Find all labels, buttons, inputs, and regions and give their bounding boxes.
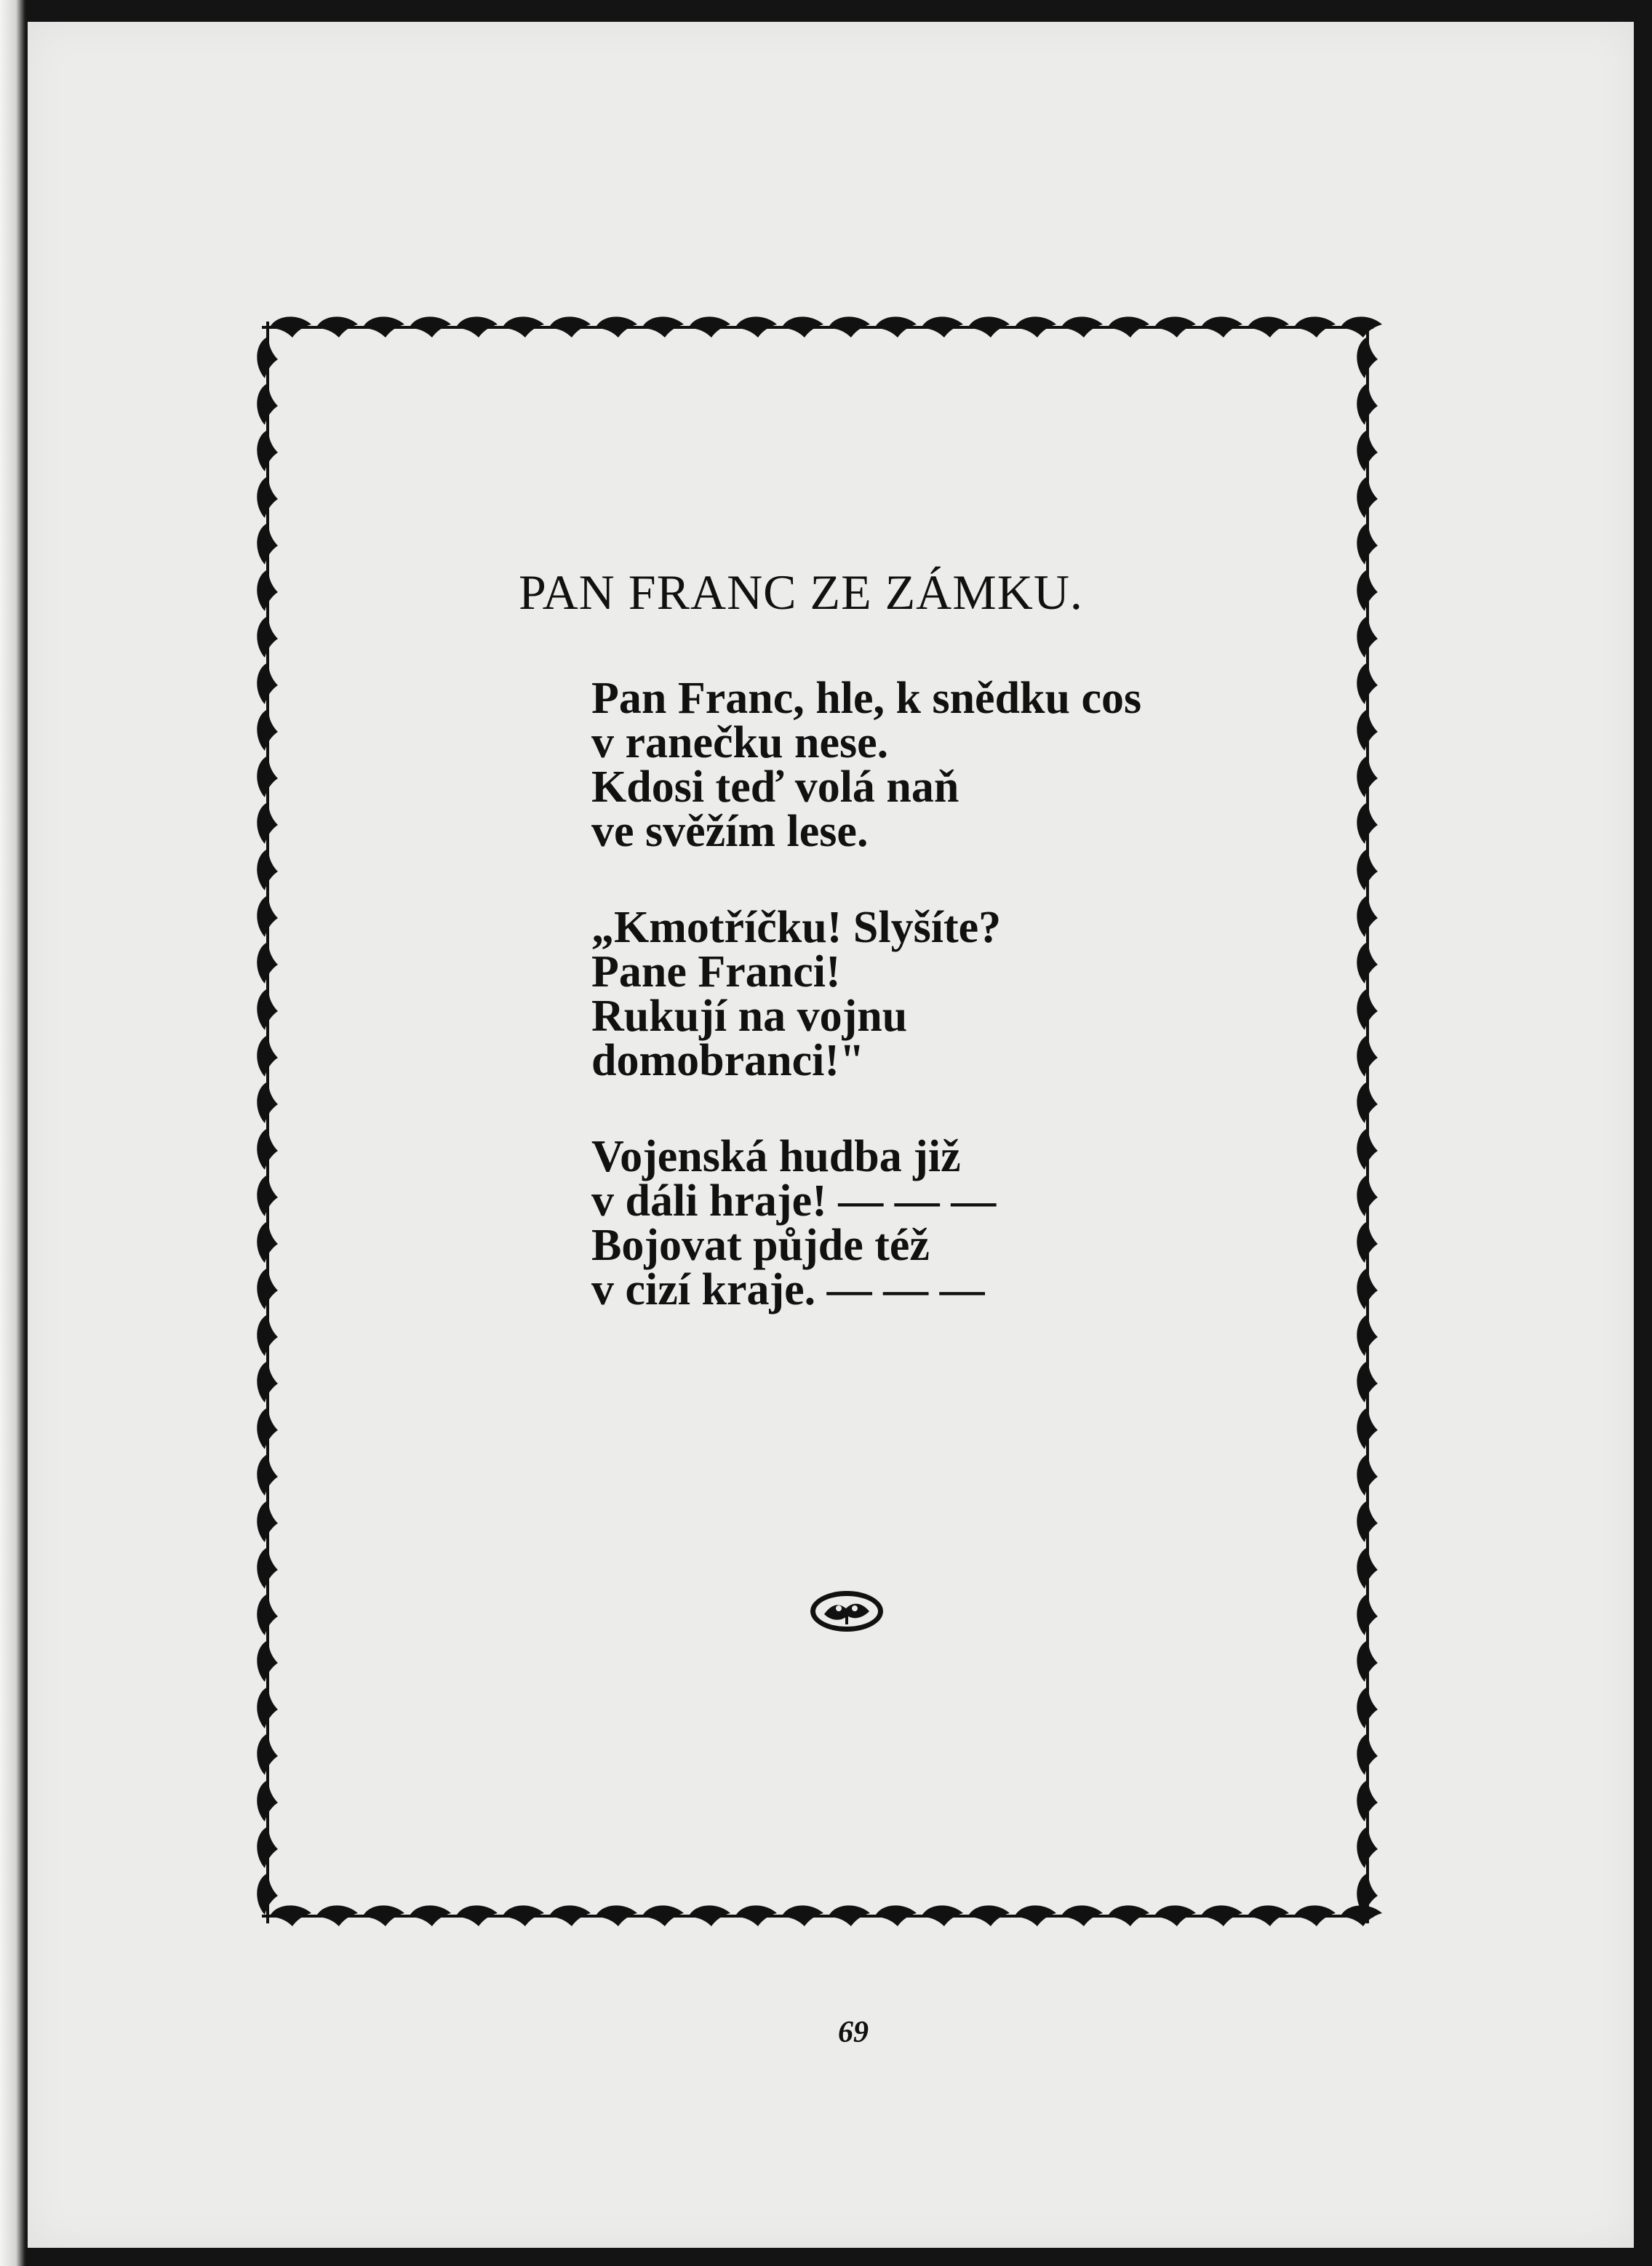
poem-line: Vojenská hudba již (591, 1132, 961, 1181)
stanza (591, 674, 1142, 856)
poem-body (591, 674, 1142, 1364)
flower-vignette-icon (807, 1588, 887, 1635)
poem-line: Pane Franci! (591, 947, 841, 997)
poem-line: ve svěžím lese. (591, 807, 869, 856)
book-page (28, 22, 1634, 2248)
stanza (591, 1132, 1141, 1314)
poem-line: Bojovat půjde též (591, 1221, 930, 1270)
poem-line: Kdosi teď volá naň (591, 762, 959, 812)
page-number: 69 (838, 2016, 869, 2049)
poem-line: „Kmotříčku! Slyšíte? (591, 903, 1002, 952)
stanza (591, 903, 1141, 1085)
scan-edge-left (0, 0, 28, 2266)
poem-line: v dáli hraje! — — — (591, 1176, 997, 1226)
poem-line: v ranečku nese. (591, 718, 889, 767)
poem-line: Pan Franc, hle, k snědku cos (591, 674, 1142, 723)
poem-title: PAN FRANC ZE ZÁMKU. (519, 564, 1083, 620)
poem-line: Rukují na vojnu (591, 992, 908, 1041)
poem-line: domobranci!" (591, 1036, 865, 1085)
poem-line: v cizí kraje. — — — (591, 1265, 985, 1314)
